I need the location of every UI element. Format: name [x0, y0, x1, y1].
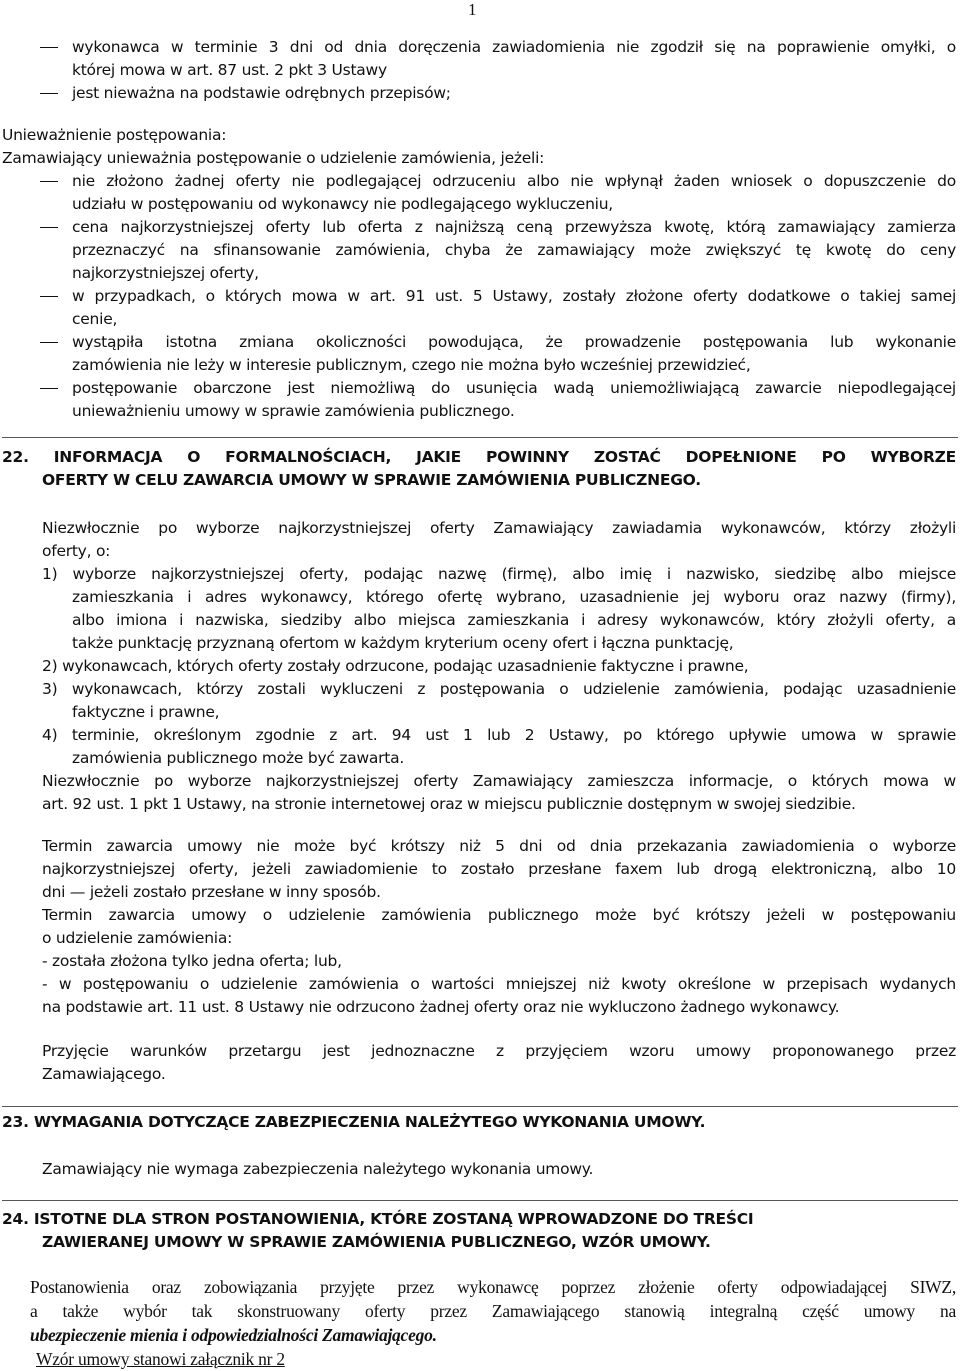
annulment-item-line: postępowanie obarczone jest niemożliwą do usunięcia wadą uniemożliwiającą zawarcie niepodlegającej	[72, 379, 956, 397]
top-list-item-line: której mowa w art. 87 ust. 2 pkt 3 Ustawy	[72, 61, 387, 79]
page-number: 1	[468, 0, 477, 19]
section-22-term-condition-line: na podstawie art. 11 ust. 8 Ustawy nie odrzucono żadnej oferty oraz nie wykluczono żadnego wykonawcy.	[42, 998, 840, 1016]
dash-bullet	[40, 342, 58, 343]
annulment-item-line: cenie,	[72, 310, 118, 328]
section-22-list-line: zamieszkania i adres wykonawcy, którego ofertę wybrano, uzasadnienie jej wyboru oraz nazwy (firmy),	[72, 588, 956, 606]
top-list-item-line: jest nieważna na podstawie odrębnych przepisów;	[72, 84, 451, 102]
section-24-emphasis: ubezpieczenie mienia i odpowiedzialności Zamawiającego.	[30, 1325, 437, 1345]
section-22-term2-line: o udzielenie zamówienia:	[42, 929, 233, 947]
annulment-title: Unieważnienie postępowania:	[2, 126, 227, 144]
annulment-item-line: udziału w postępowaniu od wykonawcy nie podlegającego wykluczeniu,	[72, 195, 613, 213]
section-22-intro-line: oferty, o:	[42, 542, 111, 560]
section-24-heading-line-1: 24. ISTOTNE DLA STRON POSTANOWIENIA, KTÓRE ZOSTANĄ WPROWADZONE DO TREŚCI	[2, 1210, 754, 1228]
dash-bullet	[40, 227, 58, 228]
section-22-term-condition-line: - w postępowaniu o udzielenie zamówienia o wartości mniejszej niż kwoty określone w przepisach wydanych	[42, 975, 956, 993]
annulment-item-line: przeznaczyć na sfinansowanie zamówienia, chyba że zamawiający może zwiększyć tę kwotę do ceny	[72, 241, 956, 259]
dash-bullet	[40, 388, 58, 389]
section-22-accept-line: Zamawiającego.	[42, 1065, 166, 1083]
annulment-item-line: w przypadkach, o których mowa w art. 91 ust. 5 Ustawy, zostały złożone oferty dodatkowe o takiej samej	[72, 287, 956, 305]
section-23-heading: 23. WYMAGANIA DOTYCZĄCE ZABEZPIECZENIA NALEŻYTEGO WYKONANIA UMOWY.	[2, 1113, 706, 1131]
top-list-item-line: wykonawca w terminie 3 dni od dnia doręczenia zawiadomienia nie zgodził się na poprawienie omyłki, o	[72, 38, 956, 56]
section-22-term1-line: dni — jeżeli zostało przesłane w inny sposób.	[42, 883, 381, 901]
annulment-item-line: zamówienia nie leży w interesie publicznym, czego nie można było wcześniej przewidzieć,	[72, 356, 751, 374]
section-23-rule	[2, 1106, 958, 1107]
section-22-list-line: 3) wykonawcach, którzy zostali wykluczeni z postępowania o udzielenie zamówienia, podając uzasadnienie	[42, 680, 956, 698]
section-22-intro-line: Niezwłocznie po wyborze najkorzystniejszej oferty Zamawiający zawiadamia wykonawców, którzy złożyli	[42, 519, 956, 537]
dash-bullet	[40, 296, 58, 297]
section-22-term1-line: Termin zawarcia umowy nie może być krótszy niż 5 dni od dnia przekazania zawiadomienia o wyborze	[42, 837, 956, 855]
annulment-item-line: najkorzystniejszej oferty,	[72, 264, 259, 282]
annulment-item-line: unieważnieniu umowy w sprawie zamówienia publicznego.	[72, 402, 515, 420]
section-22-list-line: albo imiona i nazwiska, siedziby albo miejsca zamieszkania i adresy wykonawców, który złożyli oferty, a	[72, 611, 956, 629]
section-22-term1-line: najkorzystniejszej oferty, jeżeli zawiadomienie to zostało przesłane faxem lub drogą elektroniczną, albo 10	[42, 860, 956, 878]
section-22-list-line: zamówienia publicznego może być zawarta.	[72, 749, 404, 767]
dash-bullet	[40, 181, 58, 182]
dash-bullet	[40, 93, 58, 94]
section-22-accept-line: Przyjęcie warunków przetargu jest jednoznaczne z przyjęciem wzoru umowy proponowanego przez	[42, 1042, 956, 1060]
section-22-term2-line: Termin zawarcia umowy o udzielenie zamówienia publicznego może być krótszy jeżeli w postępowaniu	[42, 906, 956, 924]
section-24-text-line-1: Postanowienia oraz zobowiązania przyjęte przez wykonawcę poprzez złożenie oferty odpowiadającej SIWZ,	[30, 1277, 956, 1297]
section-22-list-line: faktyczne i prawne,	[72, 703, 220, 721]
section-22-heading-line-2: OFERTY W CELU ZAWARCIA UMOWY W SPRAWIE ZAMÓWIENIA PUBLICZNEGO.	[42, 471, 701, 489]
annulment-item-line: cena najkorzystniejszej oferty lub oferta z najniższą ceną przewyższa kwotę, którą zamawiający zamierza	[72, 218, 956, 236]
dash-bullet	[40, 47, 58, 48]
section-22-term-condition-line: - została złożona tylko jedna oferta; lub,	[42, 952, 342, 970]
section-22-publish-line: art. 92 ust. 1 pkt 1 Ustawy, na stronie internetowej oraz w miejscu publicznie dostępnym w swojej siedzibie.	[42, 795, 856, 813]
annulment-item-line: nie złożono żadnej oferty nie podlegającej odrzuceniu albo nie wpłynął żaden wniosek o dopuszczenie do	[72, 172, 956, 190]
section-22-list-line: także punktację przyznaną ofertom w każdym kryterium oceny ofert i łączna punktację,	[72, 634, 734, 652]
attachment-2-link[interactable]: Wzór umowy stanowi załącznik nr 2	[36, 1349, 285, 1369]
section-23-text: Zamawiający nie wymaga zabezpieczenia należytego wykonania umowy.	[42, 1160, 594, 1178]
section-24-heading-line-2: ZAWIERANEJ UMOWY W SPRAWIE ZAMÓWIENIA PUBLICZNEGO, WZÓR UMOWY.	[42, 1233, 711, 1251]
section-22-list-line: 2) wykonawcach, których oferty zostały odrzucone, podając uzasadnienie faktyczne i prawne,	[42, 657, 749, 675]
section-22-rule	[2, 437, 958, 438]
section-22-list-line: 4) terminie, określonym zgodnie z art. 94 ust 1 lub 2 Ustawy, po którego upływie umowa w sprawie	[42, 726, 956, 744]
annulment-intro: Zamawiający unieważnia postępowanie o udzielenie zamówienia, jeżeli:	[2, 149, 545, 167]
section-24-text-line-2: a także wybór tak skonstruowany oferty przez Zamawiającego stanowią integralną część umowy na	[30, 1301, 956, 1321]
annulment-item-line: wystąpiła istotna zmiana okoliczności powodująca, że prowadzenie postępowania lub wykonanie	[72, 333, 956, 351]
section-22-list-line: 1) wyborze najkorzystniejszej oferty, podając nazwę (firmę), albo imię i nazwisko, siedzibę albo miejsce	[42, 565, 956, 583]
section-22-heading-line-1: 22. INFORMACJA O FORMALNOŚCIACH, JAKIE POWINNY ZOSTAĆ DOPEŁNIONE PO WYBORZE	[2, 448, 956, 466]
section-22-publish-line: Niezwłocznie po wyborze najkorzystniejszej oferty Zamawiający zamieszcza informacje, o których mowa w	[42, 772, 956, 790]
section-24-rule	[2, 1200, 958, 1201]
